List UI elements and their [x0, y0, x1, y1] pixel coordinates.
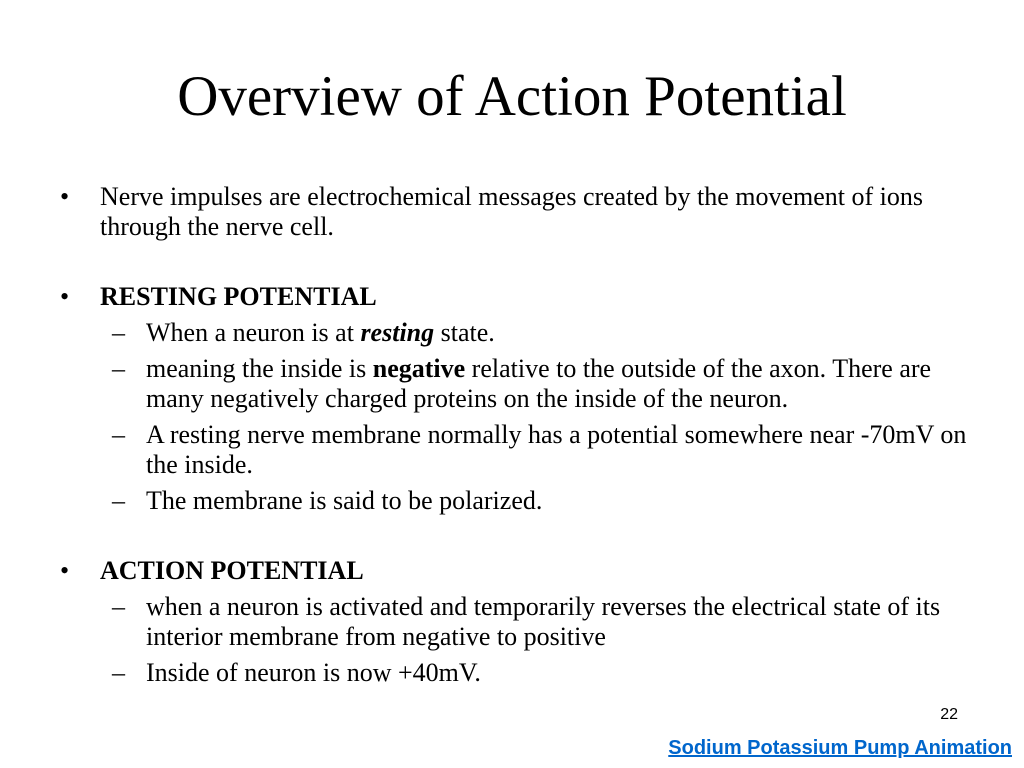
sub-text: when a neuron is activated and temporarily reverses the electrical state of its interior membrane from negative to positive: [146, 592, 941, 651]
action-heading: ACTION POTENTIAL: [100, 556, 364, 585]
sub-text: When a neuron is at: [146, 318, 361, 347]
sub-bullet-negative: [60, 354, 980, 414]
bullet-resting-potential: [60, 282, 980, 312]
bullet-marker: •: [60, 556, 70, 585]
dash-marker: –: [112, 318, 125, 347]
resting-heading: RESTING POTENTIAL: [100, 282, 377, 311]
sub-text: meaning the inside is: [146, 354, 373, 383]
dash-marker: –: [112, 592, 125, 621]
slide-body: [60, 182, 980, 688]
sub-text: Inside of neuron is now +40mV.: [146, 658, 481, 687]
sub-bullet-activated: [60, 592, 980, 652]
dash-marker: –: [112, 658, 125, 687]
bullet-marker: •: [60, 182, 70, 211]
bullet-marker: •: [60, 282, 70, 311]
sub-bullet-minus-70mv: [60, 420, 980, 480]
sub-bullet-resting-state: [60, 318, 980, 348]
sub-text: state.: [434, 318, 495, 347]
sodium-potassium-pump-link[interactable]: Sodium Potassium Pump Animation: [668, 737, 1012, 759]
slide-title: Overview of Action Potential: [177, 65, 847, 128]
dash-marker: –: [112, 354, 125, 383]
emphasis-resting: resting: [360, 318, 435, 347]
bullet-text: Nerve impulses are electrochemical messages created by the movement of ions through the nerve cell.: [100, 182, 924, 241]
sub-text: The membrane is said to be polarized.: [146, 486, 543, 515]
sub-text: A resting nerve membrane normally has a potential somewhere near -70mV on the inside.: [146, 420, 967, 479]
bullet-action-potential: [60, 556, 980, 586]
dash-marker: –: [112, 486, 125, 515]
sub-text: relative to the outside of the axon. There are many negatively charged proteins on the inside of the neuron.: [146, 354, 932, 413]
sub-bullet-polarized: [60, 486, 980, 516]
bullet-nerve-impulses: [60, 182, 980, 242]
page-number: 22: [940, 706, 958, 723]
sub-bullet-plus-40mv: [60, 658, 980, 688]
dash-marker: –: [112, 420, 125, 449]
emphasis-negative: negative: [372, 354, 466, 383]
